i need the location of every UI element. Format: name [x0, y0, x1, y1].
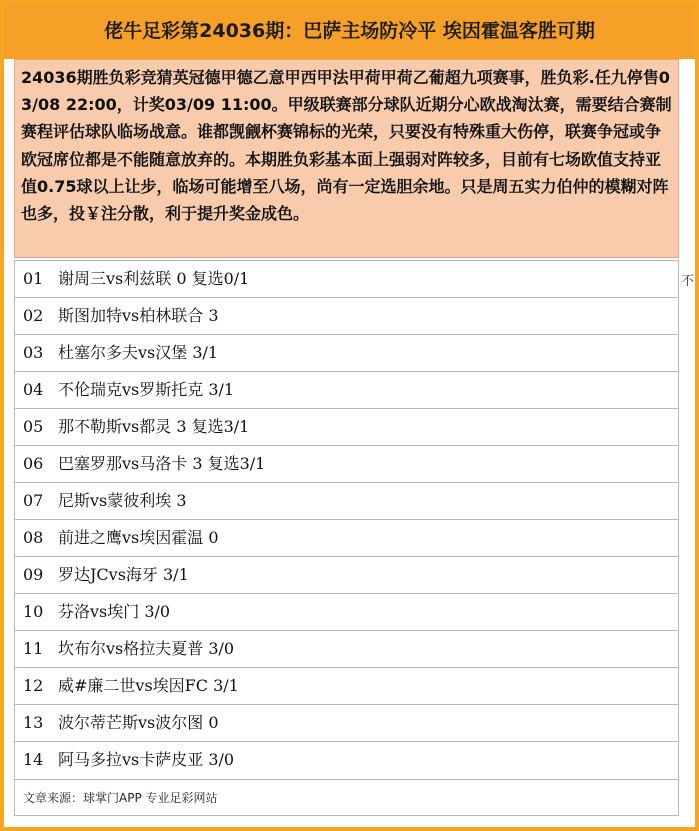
- match-row: [14, 371, 679, 408]
- match-row: [14, 408, 679, 445]
- match-row: [14, 667, 679, 704]
- match-number: 01: [23, 269, 44, 288]
- match-row: [14, 297, 679, 334]
- match-number: 02: [23, 306, 44, 325]
- match-text: 那不勒斯vs都灵 3 复选3/1: [58, 417, 250, 436]
- match-text: 坎布尔vs格拉夫夏普 3/0: [58, 639, 235, 658]
- match-row: [14, 593, 679, 630]
- match-number: 14: [23, 750, 44, 769]
- match-text: 谢周三vs利兹联 0 复选0/1: [58, 269, 250, 288]
- match-text: 不伦瑞克vs罗斯托克 3/1: [58, 380, 235, 399]
- match-row: [14, 630, 679, 667]
- match-number: 13: [23, 713, 44, 732]
- match-text: 波尔蒂芒斯vs波尔图 0: [58, 713, 219, 732]
- match-text: 威#廉二世vs埃因FC 3/1: [58, 676, 239, 695]
- match-row: [14, 704, 679, 741]
- match-number: 07: [23, 491, 44, 510]
- match-text: 尼斯vs蒙彼利埃 3: [58, 491, 187, 510]
- page-title: 佬牛足彩第24036期：巴萨主场防冷平 埃因霍温客胜可期: [4, 4, 695, 59]
- match-text: 斯图加特vs柏林联合 3: [58, 306, 219, 325]
- match-text: 巴塞罗那vs马洛卡 3 复选3/1: [58, 454, 266, 473]
- match-number: 05: [23, 417, 44, 436]
- match-number: 04: [23, 380, 44, 399]
- match-number: 03: [23, 343, 44, 362]
- match-row: [14, 519, 679, 556]
- intro-paragraph: 24036期胜负彩竞猜英冠德甲德乙意甲西甲法甲荷甲荷乙葡超九项赛事，胜负彩.任九停售03/08 22:00，计奖03/09 11:00。甲级联赛部分球队近期分心欧战淘汰赛，需要结合赛制赛程评估球队临场战意。谁都觊觎杯赛锦标的光荣，只要没有特殊重大伤停，联赛争冠或争欧冠席位都是不能随意放弃的。本期胜负彩基本面上强弱对阵较多，目前有七场欧值支持亚值0.75球以上让步，临场可能增至八场，尚有一定选胆余地。只是周五实力伯仲的模糊对阵也多，投￥注分散，利于提升奖金成色。: [14, 59, 679, 258]
- match-text: 芬洛vs埃门 3/0: [58, 602, 171, 621]
- source-line: 文章来源：球掌门APP 专业足彩网站: [14, 779, 679, 816]
- match-row: [14, 556, 679, 593]
- match-text: 罗达JCvs海牙 3/1: [58, 565, 189, 584]
- match-row: [14, 741, 679, 778]
- match-row: [14, 482, 679, 519]
- match-text: 前进之鹰vs埃因霍温 0: [58, 528, 219, 547]
- match-number: 08: [23, 528, 44, 547]
- side-mark: 不: [681, 274, 695, 289]
- match-text: 阿马多拉vs卡萨皮亚 3/0: [58, 750, 235, 769]
- match-number: 10: [23, 602, 44, 621]
- match-row: [14, 260, 679, 297]
- match-number: 09: [23, 565, 44, 584]
- match-row: [14, 334, 679, 371]
- match-row: [14, 445, 679, 482]
- match-number: 06: [23, 454, 44, 473]
- match-text: 杜塞尔多夫vs汉堡 3/1: [58, 343, 219, 362]
- match-number: 12: [23, 676, 44, 695]
- match-number: 11: [23, 639, 44, 658]
